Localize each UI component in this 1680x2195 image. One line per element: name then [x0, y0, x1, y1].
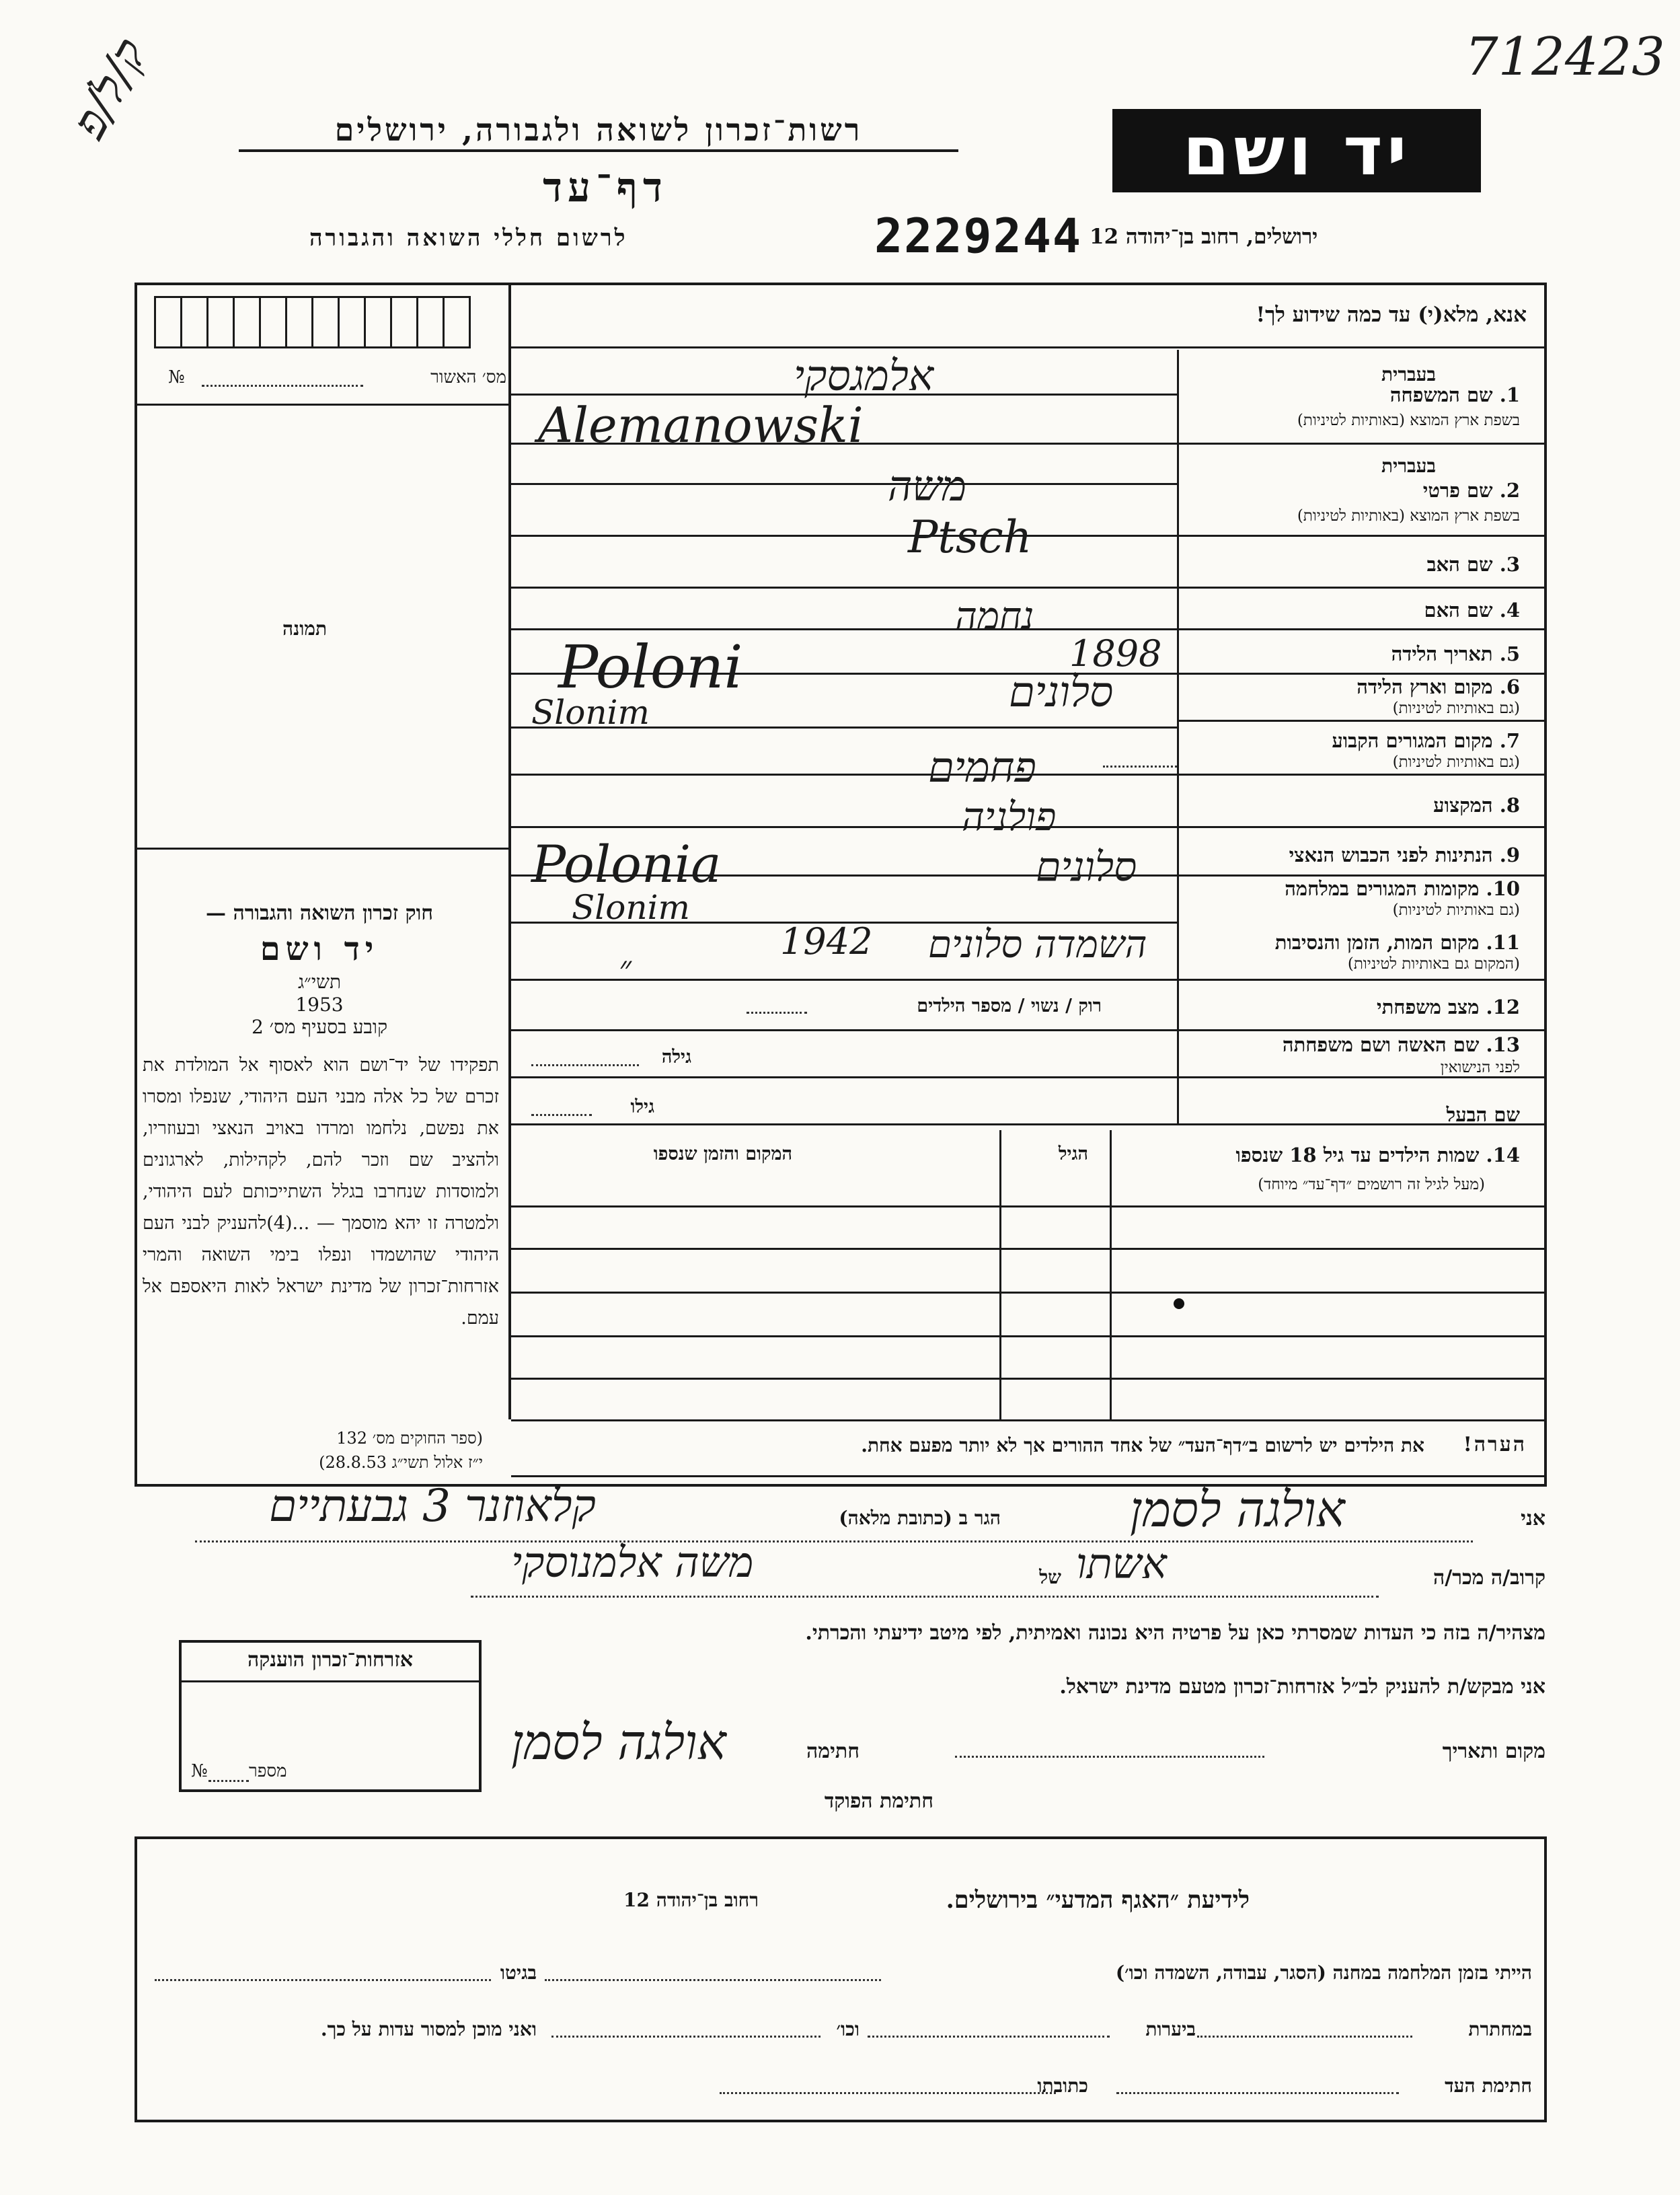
- field-14-label: [1235, 1144, 1520, 1167]
- field-num: 13.: [1486, 1033, 1520, 1056]
- field-11-label: [1275, 931, 1520, 955]
- field-6-latin-value2[interactable]: Slonim: [531, 693, 650, 732]
- declaration-line-1: [195, 1540, 1473, 1542]
- approval-line[interactable]: [202, 385, 363, 387]
- declaration-statement: מצהיר/ה בזה כי העדות שמסרתי כאן על פרטיה היא נכונה ואמיתית, לפי מיטב ידיעתי והכרתי.: [805, 1621, 1545, 1645]
- field-9-label: [1289, 844, 1520, 867]
- footer-line3-start: חתימת העד: [1445, 2075, 1532, 2097]
- of-label: של: [1039, 1566, 1061, 1588]
- children-age-header: הגיל: [1058, 1144, 1088, 1164]
- stamp-title: אזרחות־זכרון הוענקה: [247, 1648, 414, 1672]
- field-num: 7.: [1499, 729, 1520, 752]
- footer-line2-mid2: וכו׳: [836, 2018, 860, 2040]
- field-num: 4.: [1499, 599, 1520, 622]
- children-row: [511, 1292, 1547, 1294]
- relation-value[interactable]: אשתו: [1076, 1539, 1167, 1588]
- note-label: הערה!: [1463, 1433, 1527, 1456]
- field-label: מקום המגורים הקבוע: [1332, 729, 1493, 752]
- field-11-hebrew-value[interactable]: השמדה סלונים: [928, 923, 1147, 967]
- field-label: שמות הילדים עד גיל 18 שנספו: [1235, 1144, 1480, 1166]
- rule: [1177, 720, 1547, 722]
- footer-line2-end: ואני מוכן למסור עדות על כך.: [320, 2018, 537, 2040]
- relative-label: קרוב/ה מכר/ה: [1433, 1566, 1545, 1590]
- footer-witness-signature-line[interactable]: [1116, 2092, 1399, 2094]
- footer-line1-start: הייתי בזמן המלחמה במחנה (הסגר, עבודה, השמדה וכו׳): [1115, 1962, 1532, 1984]
- field-label: הנתינות לפני הכבוש הנאצי: [1289, 844, 1493, 866]
- field-num: 1.: [1499, 383, 1520, 406]
- footer-forest-line[interactable]: [868, 2036, 1110, 2038]
- form-title: דף־עד: [543, 164, 668, 211]
- declaration-request: אני מבקש/ת להעניק לב״ל אזרחות־זכרון מטעם מדינת ישראל.: [1059, 1675, 1545, 1699]
- law-year-heb: תשי״ג: [297, 971, 342, 993]
- declaration-line-2: [471, 1596, 1379, 1598]
- photo-rule: [135, 848, 508, 850]
- field-label: המקצוע: [1433, 794, 1493, 817]
- footer-etc-line[interactable]: [551, 2036, 820, 2038]
- archive-number: 712423: [1465, 27, 1665, 87]
- field-1-sub: בשפת ארץ המוצא (באותיות לטיניות): [1297, 412, 1520, 429]
- children-row: [511, 1335, 1547, 1337]
- form-request: אנא, מלא(י) עד כמה שידוע לך!: [1256, 303, 1527, 327]
- field-label: שם האשה ושם משפחתה: [1282, 1033, 1480, 1056]
- ink-dot: [1174, 1298, 1184, 1309]
- field-10-latin-value2[interactable]: Slonim: [572, 888, 690, 927]
- stamp-number-line[interactable]: [208, 1780, 249, 1782]
- field-num: 8.: [1499, 794, 1520, 817]
- field-num: 14.: [1486, 1144, 1520, 1166]
- photo-label: תמונה: [282, 618, 328, 640]
- field-label: מקום המות, הזמן והנסיבות: [1274, 931, 1480, 954]
- approval-no-sign: №: [168, 367, 185, 387]
- law-ref2: י״ז אלול תשי״ג 28.8.53): [319, 1453, 483, 1472]
- law-name: יד ושם: [260, 930, 379, 968]
- field-11-sub: (המקום גם באותיות לטיניות): [1347, 955, 1520, 973]
- children-row: [511, 1378, 1547, 1380]
- serial-number: 2229244: [874, 209, 1083, 264]
- in-hebrew-2: בעברית: [1381, 455, 1436, 477]
- law-year: 1953: [295, 994, 344, 1016]
- children-place-header: המקום והזמן שנספו: [653, 1144, 792, 1164]
- field-num: 12.: [1486, 996, 1520, 1018]
- field-5-value[interactable]: 1898: [1069, 632, 1162, 675]
- field-1-label: [1390, 383, 1520, 407]
- field-2-latin-value[interactable]: Ptsch: [908, 511, 1032, 563]
- field-1-hebrew-value[interactable]: אלמגסקי: [794, 351, 934, 400]
- stamp-no-sign: №: [191, 1761, 208, 1781]
- law-ref1: (ספר החוקים מס׳ 132: [336, 1429, 483, 1448]
- field-6-label: [1357, 675, 1520, 699]
- field-label: מקום וארץ הלידה: [1357, 675, 1493, 698]
- field-7-label: [1332, 729, 1520, 753]
- signature-value[interactable]: אולגה לסמן: [511, 1714, 726, 1771]
- field-13-husband-first: גילו: [630, 1096, 654, 1117]
- organization-name: רשות־זכרון לשואה ולגבורה, ירושלים: [334, 112, 863, 148]
- declaration-i-label: אני: [1521, 1507, 1545, 1530]
- field-7-sub: (גם באותיות לטיניות): [1392, 753, 1520, 771]
- field-label: שם האב: [1426, 553, 1493, 576]
- field-10-sub: (גם באותיות לטיניות): [1392, 901, 1520, 919]
- rule: [511, 483, 1177, 485]
- law-title: חוק זכרון השואה והגבורה —: [206, 901, 433, 925]
- field-13-label: [1283, 1033, 1520, 1057]
- field-10-latin-value[interactable]: Polonia: [531, 834, 722, 894]
- org-underline: [239, 149, 958, 152]
- field-label: שם האם: [1424, 599, 1493, 622]
- footer-line2-start: במחתרת: [1468, 2018, 1532, 2040]
- children-col-divider: [1110, 1130, 1112, 1419]
- field-14-sub: (מעל לגיל זה רושמים ״דף־עד״ מיוחד): [1258, 1176, 1485, 1193]
- field-13-wife-first: גילה: [661, 1047, 691, 1068]
- field-2-sub: בשפת ארץ המוצא (באותיות לטיניות): [1297, 507, 1520, 525]
- rule: [511, 1029, 1547, 1031]
- field-8-value[interactable]: פחמים: [928, 743, 1036, 792]
- stamp-number-label: מספר: [249, 1761, 287, 1781]
- corner-scribble: ק/ל/פ: [61, 30, 158, 147]
- field-11-ditto: ״: [619, 948, 632, 988]
- field-13-husband-label: שם הבעל: [1446, 1103, 1520, 1126]
- approval-label: מס׳ האשור: [430, 367, 506, 387]
- rule: [511, 587, 1547, 589]
- witness-name[interactable]: אולגה לסמן: [1130, 1481, 1345, 1538]
- yad-vashem-logo: יד ושם: [1112, 109, 1481, 192]
- label-divider: [1177, 350, 1179, 1123]
- field-4-label: [1424, 599, 1520, 622]
- official-signature-label: חתימת הפוקד: [824, 1789, 933, 1813]
- form-purpose: לרשום חללי השואה והגבורה: [309, 225, 628, 252]
- footer-title: לידיעת ״האגף המדעי״ בירושלים.: [946, 1886, 1250, 1914]
- law-clause: קובע בסעיף מס׳ 2: [251, 1016, 388, 1038]
- field-label: מקומות המגורים במלחמה: [1285, 877, 1480, 900]
- residing-label: הגר ב (כתובת מלאה): [839, 1507, 1001, 1529]
- field-label: תאריך הלידה: [1391, 642, 1493, 665]
- field-13-husband-dotted[interactable]: [531, 1114, 592, 1116]
- children-row: [511, 1248, 1547, 1250]
- field-6-latin-value[interactable]: Poloni: [558, 632, 743, 702]
- stamp-rule: [179, 1680, 482, 1682]
- footer-ghetto-line[interactable]: [155, 1979, 491, 1981]
- field-12-label: [1377, 996, 1520, 1019]
- footer-line3-end: כתובתו: [1037, 2075, 1088, 2097]
- field-num: 10.: [1486, 877, 1520, 900]
- law-block: [141, 901, 498, 1039]
- children-col-divider: [999, 1130, 1001, 1419]
- request-rule: [511, 346, 1547, 348]
- signature-label: חתימה: [806, 1740, 860, 1763]
- footer-underground-line[interactable]: [1197, 2036, 1412, 2038]
- approval-rule: [135, 404, 508, 406]
- field-4-value[interactable]: נחמה: [955, 595, 1034, 638]
- rule: [511, 1123, 1547, 1125]
- field-12-dotted[interactable]: [747, 1012, 807, 1014]
- footer-line1-end: בגיטו: [500, 1962, 537, 1984]
- field-13-wife-dotted[interactable]: [531, 1064, 639, 1066]
- rule: [511, 979, 1547, 981]
- field-11-year-value[interactable]: 1942: [780, 920, 873, 963]
- field-label: שם פרטי: [1422, 479, 1493, 502]
- field-num: 9.: [1499, 844, 1520, 866]
- field-num: 6.: [1499, 675, 1520, 698]
- place-date-label: מקום ותאריך: [1442, 1740, 1545, 1763]
- field-10-label: [1285, 877, 1520, 901]
- field-10-hebrew-value[interactable]: סלונים: [1036, 844, 1137, 891]
- in-hebrew-1: בעברית: [1381, 363, 1436, 385]
- field-label: מצב משפחתי: [1377, 996, 1480, 1018]
- law-text: תפקידו של יד־ושם הוא לאסוף אל המולדת את זכרם של כל אלה מבני העם היהודי, שנפלו ומסרו את נפשם, נלחמו ומרדו באויב הנאצי ובעוזריו, ולהציב שם וזכר להם, לקהילות, לארגונים ולמוסדות שנחרבו בגלל השתייכותם לעם היהודי, ולמטרה זו יהא מוסמך — ...(4)להעניק לבני העם היהודי שהושמדו ונפלו בימי השואה והמרי אזרחות־זכרון של מדינת ישראל לאות היאספם אל עמם.: [143, 1055, 499, 1329]
- children-row: [511, 1205, 1547, 1207]
- field-label: שם המשפחה: [1389, 383, 1493, 406]
- footer-camp-line[interactable]: [545, 1979, 881, 1981]
- field-num: 2.: [1499, 479, 1520, 502]
- footer-address: רחוב בן־יהודה 12: [623, 1889, 759, 1911]
- header-address: ירושלים, רחוב בן־יהודה 12: [1090, 225, 1318, 249]
- field-6-sub: (גם באותיות לטיניות): [1392, 700, 1520, 717]
- witness-address[interactable]: קלאוזנר 3 גבעתיים: [269, 1480, 596, 1532]
- place-date-line[interactable]: [955, 1756, 1264, 1758]
- field-8-label: [1433, 794, 1520, 817]
- field-num: 5.: [1499, 642, 1520, 665]
- rule: [511, 1076, 1547, 1078]
- field-9-value[interactable]: פולניה: [962, 794, 1057, 840]
- footer-address-line[interactable]: [720, 2092, 1056, 2094]
- field-2-label: [1423, 479, 1520, 503]
- field-3-label: [1427, 553, 1520, 576]
- field-12-options[interactable]: רוק / נשוי / מספר הילדים: [917, 996, 1102, 1016]
- field-13-sub: לפני הנישואין: [1440, 1059, 1520, 1076]
- field-2-hebrew-value[interactable]: משה: [888, 461, 966, 511]
- field-6-hebrew-value[interactable]: סלונים: [1009, 667, 1114, 716]
- of-value[interactable]: משה אלמנוסקי: [511, 1538, 754, 1587]
- field-7-dotted: [1103, 766, 1177, 768]
- footer-line2-mid1: ביערות: [1145, 2018, 1196, 2040]
- field-1-latin-value[interactable]: Alemanowski: [538, 397, 864, 453]
- field-5-label: [1391, 642, 1520, 666]
- note-text: את הילדים יש לרשום ב״דף־העד״ של אחד ההורים אך לא יותר מפעם אחת.: [861, 1434, 1424, 1456]
- id-boxes: [156, 296, 471, 348]
- field-num: 11.: [1486, 931, 1520, 954]
- field-num: 3.: [1499, 553, 1520, 576]
